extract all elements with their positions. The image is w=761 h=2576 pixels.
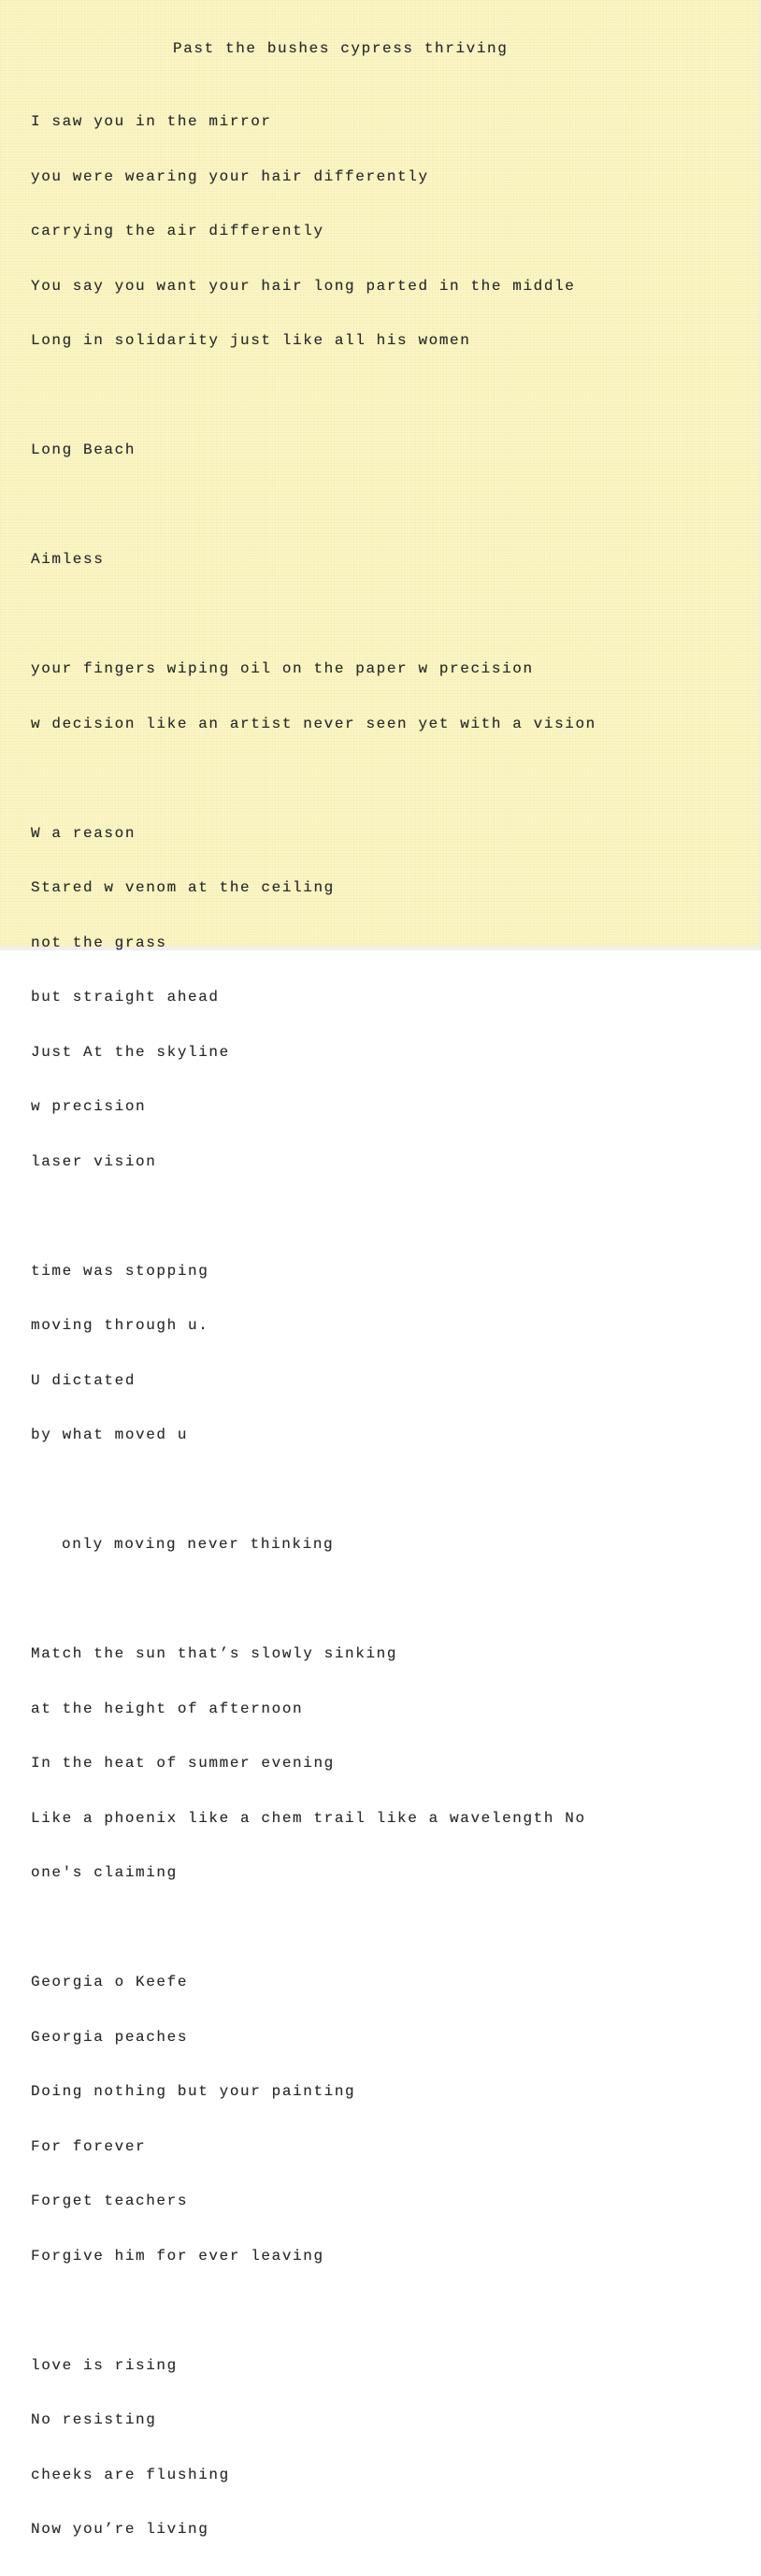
poem-line: time was stopping [31, 1262, 209, 1280]
poem-line: You say you want your hair long parted in the middle [31, 277, 576, 295]
poem-line: Forgive him for ever leaving [31, 2247, 324, 2265]
poem-line: Aimless [31, 551, 105, 568]
poem-line: Forget teachers [31, 2192, 189, 2209]
blank-line [31, 770, 596, 789]
poem-line: W a reason [31, 824, 136, 842]
poem-line: w precision [31, 1098, 147, 1115]
poem-line: you were wearing your hair differently [31, 167, 429, 185]
poem-line: cheeks are flushing [31, 2466, 230, 2483]
poem-line: Just At the skyline [31, 1043, 230, 1061]
poem-line: one's claiming [31, 1864, 178, 1881]
poem-line: Now you’re living [31, 2521, 209, 2538]
blank-line [31, 1591, 596, 1610]
poem-line: Georgia peaches [31, 2028, 189, 2046]
blank-line [31, 497, 596, 515]
poem-line: by what moved u [31, 1426, 189, 1443]
poem-line: w decision like an artist never seen yet with a vision [31, 715, 596, 732]
poem-line-indented: only moving never thinking [62, 1536, 335, 1553]
poem-line: love is rising [31, 2356, 178, 2374]
poem-line: U dictated [31, 1371, 136, 1389]
poem-line: Like a phoenix like a chem trail like a wavelength No [31, 1809, 586, 1827]
blank-line [31, 1482, 596, 1500]
poem-line: your fingers wiping oil on the paper w precision [31, 660, 534, 677]
poem-line: I saw you in the mirror [31, 113, 272, 130]
poem-body [31, 77, 596, 2576]
poem-line: For forever [31, 2137, 147, 2155]
poem-line: Match the sun that’s slowly sinking [31, 1645, 398, 1662]
blank-line [31, 1919, 596, 1938]
blank-line [31, 387, 596, 406]
blank-line [31, 2302, 596, 2321]
blank-line [31, 606, 596, 625]
poem-line: In the heat of summer evening [31, 1755, 335, 1772]
poem-line: Georgia o Keefe [31, 1974, 189, 1990]
poem-title: Past the bushes cypress thriving [173, 40, 509, 57]
poem-line: but straight ahead [31, 989, 220, 1006]
poem-line: Long Beach [31, 441, 136, 458]
blank-line [31, 1208, 596, 1226]
poem-line: Stared w venom at the ceiling [31, 879, 335, 896]
poem-line: Long in solidarity just like all his women [31, 332, 471, 349]
poem-line: carrying the air differently [31, 223, 324, 239]
poem-line: not the grass [31, 933, 167, 951]
poem-line: No resisting [31, 2411, 157, 2428]
poem-line: laser vision [31, 1152, 157, 1170]
poem-line: Doing nothing but your painting [31, 2083, 356, 2100]
poem-line: moving through u. [31, 1317, 209, 1334]
poem-line: at the height of afternoon [31, 1700, 304, 1717]
